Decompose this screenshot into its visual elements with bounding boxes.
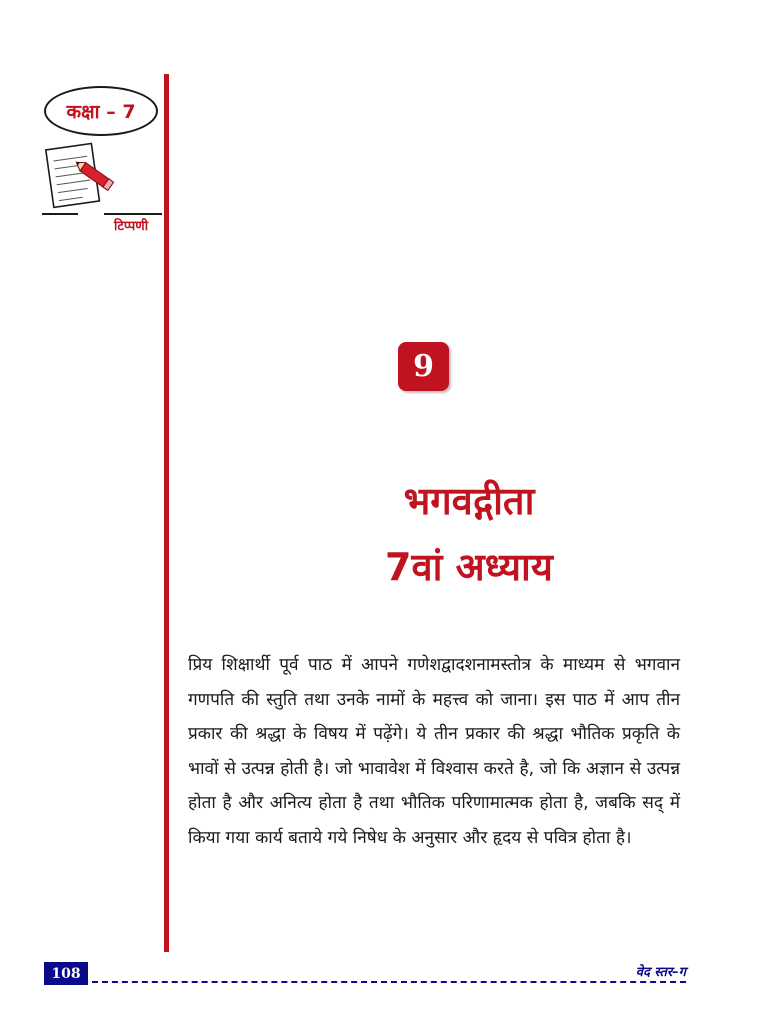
notepad-pencil-icon	[40, 138, 120, 218]
notes-rule-left	[42, 213, 78, 215]
class-label: कक्षा – 7	[66, 101, 136, 123]
chapter-subtitle: 7वां अध्याय	[385, 545, 553, 589]
series-label: वेद स्तर–ग	[635, 965, 686, 980]
notes-rule-right	[104, 213, 162, 215]
page-footer	[44, 962, 686, 986]
notes-label: टिप्पणी	[114, 219, 149, 234]
chapter-number-badge	[398, 342, 449, 391]
page-number: 108	[44, 962, 88, 985]
intro-paragraph: प्रिय शिक्षार्थी पूर्व पाठ में आपने गणेशद्वादशनामस्तोत्र के माध्यम से भगवान गणपति की स्तुति तथा उनके नामों के महत्त्व को जाना। इस पाठ में आप तीन प्रकार की श्रद्धा के विषय में पढ़ेंगे। ये तीन प्रकार की श्रद्धा भौतिक प्रकृति के भावों से उत्पन्न होती है। जो भावावेश में विश्वास करते है, जो कि अज्ञान से उत्पन्न होता है और अनित्य होता है तथा भौतिक परिणामात्मक होता है, जबकि सद् में किया गया कार्य बताये गये निषेध के अनुसार और हृदय से पवित्र होता है।	[188, 655, 680, 848]
footer-dashed-rule	[92, 981, 686, 983]
chapter-title: भगवद्गीता	[403, 479, 535, 523]
margin-rule	[164, 74, 169, 952]
chapter-number: 9	[413, 349, 434, 384]
class-badge	[44, 86, 158, 136]
